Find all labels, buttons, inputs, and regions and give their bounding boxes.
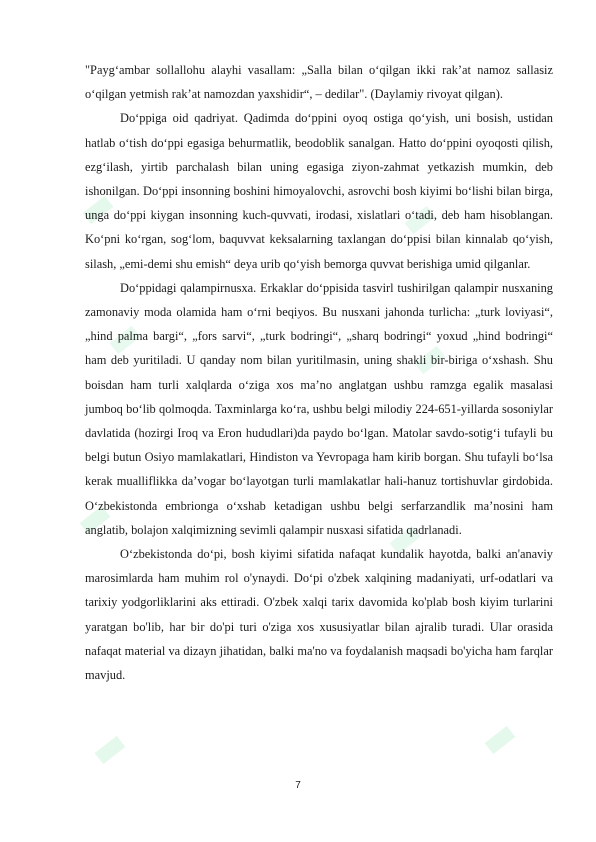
watermark-mark bbox=[95, 736, 126, 764]
paragraph-2: Do‘ppiga oid qadriyat. Qadimda do‘ppini oyoq ostiga qo‘yish, uni bosish, ustidan hatlab o‘tish do‘ppi egasiga behurmatlik, beodoblik sanalgan. Hatto do‘ppini oyoqosti qilish, ezg‘ilash, yirtib parchalash bilan uning egasiga ziyon-zahmat yetkazish mumkin, deb ishonilgan. Do‘ppi insonning boshini himoyalovchi, asrovchi bosh kiyimi bo‘lishi bilan birga, unga do‘ppi kiygan insonning kuch-quvvati, irodasi, xislatlari o‘tadi, deb ham hisoblangan. Ko‘pni ko‘rgan, sog‘lom, baquvvat keksalarning taxlangan do‘ppisi bilan kinnalab qo‘yish, silash, „emi-demi shu emish“ deya urib qo‘yish bemorga quvvat berishiga umid qilganlar. bbox=[85, 111, 553, 271]
document-body bbox=[85, 58, 553, 687]
paragraph-3: Do‘ppidagi qalampirnusxa. Erkaklar do‘ppisida tasvirl tushirilgan qalampir nusxaning zamonaviy moda olamida ham o‘rni beqiyos. Bu nusxani jahonda turlicha: „turk loviyasi“, „hind palma bargi“, „fors sarvi“, „turk bodringi“, „sharq bodringi“ yoxud „hind bodringi“ ham deb yuritiladi. U qanday nom bilan yuritilmasin, uning shakli bir-biriga o‘xshash. Shu boisdan ham turli xalqlarda o‘ziga xos ma’no anglatgan ushbu ramzga egalik masalasi jumboq bo‘lib qolmoqda. Taxminlarga ko‘ra, ushbu belgi milodiy 224-651-yillarda sosoniylar davlatida (hozirgi Iroq va Eron hududlari)da paydo bo‘lgan. Matolar savdo-sotig‘i tufayli bu belgi butun Osiyo mamlakatlari, Hindiston va Yevropaga ham kirib borgan. Shu tufayli bo‘lsa kerak mualliflikka da’vogar bo‘layotgan turli mamlakatlar hali-hanuz tortishuvlar girdobida. O‘zbekistonda embrionga o‘xshab ketadigan ushbu belgi serfarzandlik ma’nosini ham anglatib, bolajon xalqimizning sevimli qalampir nusxasi sifatida qadrlanadi. bbox=[85, 280, 553, 537]
page-number: 7 bbox=[295, 780, 301, 791]
watermark-mark bbox=[485, 726, 516, 754]
paragraph-4: O‘zbekistonda do‘pi, bosh kiyimi sifatida nafaqat kundalik hayotda, balki an'anaviy marosimlarda ham muhim rol o'ynaydi. Do‘pi o'zbek xalqining madaniyati, urf-odatlari va tarixiy yodgorliklarini aks ettiradi. O'zbek xalqi tarix davomida ko'plab bosh kiyim turlarini yaratgan bo'lib, har bir do'pi turi o'ziga xos xususiyatlar bilan ajralib turadi. Ular orasida nafaqat material va dizayn jihatidan, balki ma'no va foydalanish maqsadi bo'yicha ham farqlar mavjud. bbox=[85, 547, 553, 683]
paragraph-1: "Payg‘ambar sollallohu alayhi vasallam: „Salla bilan o‘qilgan ikki rak’at namoz sallasiz o‘qilgan yetmish rak’at namozdan yaxshidir“, – dedilar". (Daylamiy rivoyat qilgan). bbox=[85, 63, 553, 102]
